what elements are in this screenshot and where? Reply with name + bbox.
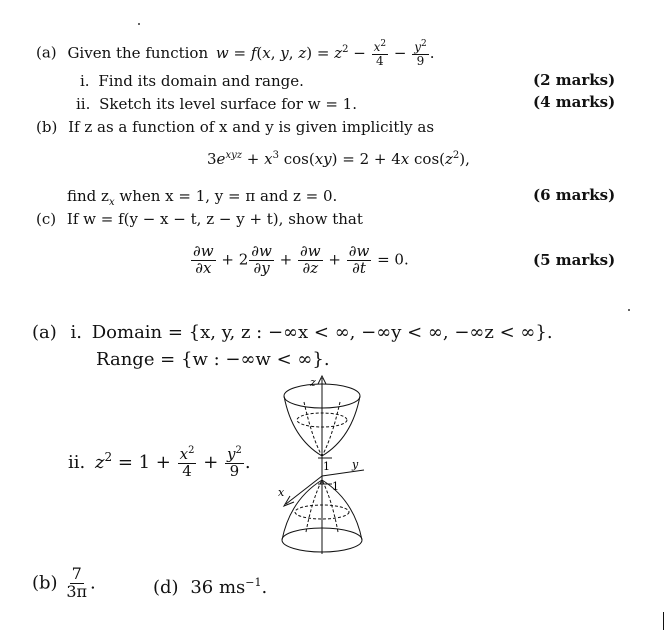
question-a-i-text: Find its domain and range. <box>98 72 304 90</box>
axis-z-label: z <box>310 376 316 389</box>
question-b-find-text: find z <box>67 187 109 205</box>
question-a-label: (a) <box>36 43 57 62</box>
answer-domain: Domain = {x, y, z : −∞x < ∞, −∞y < ∞, −∞z < ∞}. <box>91 322 553 343</box>
answer-b-fraction <box>64 566 89 601</box>
question-a-ii <box>76 95 357 113</box>
question-c-line <box>36 210 363 228</box>
marks-a-ii: (4 marks) <box>533 93 616 111</box>
x-axis-arrow <box>284 496 294 506</box>
level-surface-equation: $z^2 = 1$ + $\frac{x^2}{4}$ + $\frac{y^2}{9}$ . <box>94 445 251 480</box>
question-c-label: (c) <box>36 210 57 228</box>
axis-y-label: y <box>352 458 359 471</box>
question-a-text: Given the function <box>67 43 209 62</box>
question-a-ii-text: Sketch its level surface for w = 1. <box>99 95 357 113</box>
question-b-find-rest: when x = 1, y = π and z = 0. <box>114 187 338 205</box>
function-definition: w = f(x, y, $z) = z^2$ − $\frac{x^2}{4}$ − $\frac{y^2}{9}$ . <box>215 39 435 68</box>
question-a-i <box>80 72 304 90</box>
question-a-ii-label: ii. <box>76 95 91 113</box>
answer-d-exponent: −1 <box>245 576 262 589</box>
answer-d: (d) 36 $ms^{-1}$. <box>153 576 268 598</box>
text-cursor <box>663 612 664 630</box>
answer-a-label: (a) <box>32 322 57 343</box>
answer-a-ii <box>68 446 251 480</box>
question-b-find: find $z_x$ when x = 1, y = π and z = 0. <box>67 187 338 208</box>
question-b-text: If z as a function of x and y is given implicitly as <box>68 118 435 136</box>
answer-b-denominator: 3π <box>66 581 88 601</box>
question-c-text: If w = f(y − x − t, z − y + t), show that <box>66 210 363 228</box>
axis-x-label: x <box>278 486 285 499</box>
implicit-equation: $3e^{xyz} + x^3$ cos(xy) = 2 + 4x $\cos(z^2)$, <box>207 150 470 168</box>
marks-a-i: (2 marks) <box>533 71 616 89</box>
answer-b-numerator: 7 <box>71 564 82 583</box>
answer-b-label: (b) <box>32 572 58 594</box>
tick-label-1-upper: 1 <box>323 460 330 473</box>
question-b-line <box>36 118 434 136</box>
stray-dot <box>628 309 630 311</box>
stray-dot <box>138 23 140 25</box>
answer-d-value: 36 ms <box>190 577 246 598</box>
marks-b: (6 marks) <box>533 186 616 204</box>
answer-a-i-label: i. <box>70 322 82 343</box>
answer-a-i <box>32 322 553 343</box>
x-axis <box>286 476 322 504</box>
answer-range: Range = {w : −∞w < ∞}. <box>96 349 330 370</box>
partial-derivative-equation: $\frac{\partial w}{\partial x}$ + 2 $\frac{\partial w}{\partial y}$ + $\frac{\partial w}{\partial z}$ + $\frac{\partial w}{\partial t}$ = 0. <box>193 242 409 277</box>
question-a-i-label: i. <box>80 72 90 90</box>
answer-d-label: (d) <box>153 577 179 598</box>
answer-a-ii-label: ii. <box>68 451 86 473</box>
tick-label-1-lower: 1 <box>332 480 339 493</box>
marks-c: (5 marks) <box>533 251 616 269</box>
hyperboloid-sketch <box>268 372 378 562</box>
question-a-line <box>36 40 435 67</box>
question-b-label: (b) <box>36 118 58 136</box>
answer-b: (b) $\frac{7}{3\pi}$ . <box>32 564 96 601</box>
